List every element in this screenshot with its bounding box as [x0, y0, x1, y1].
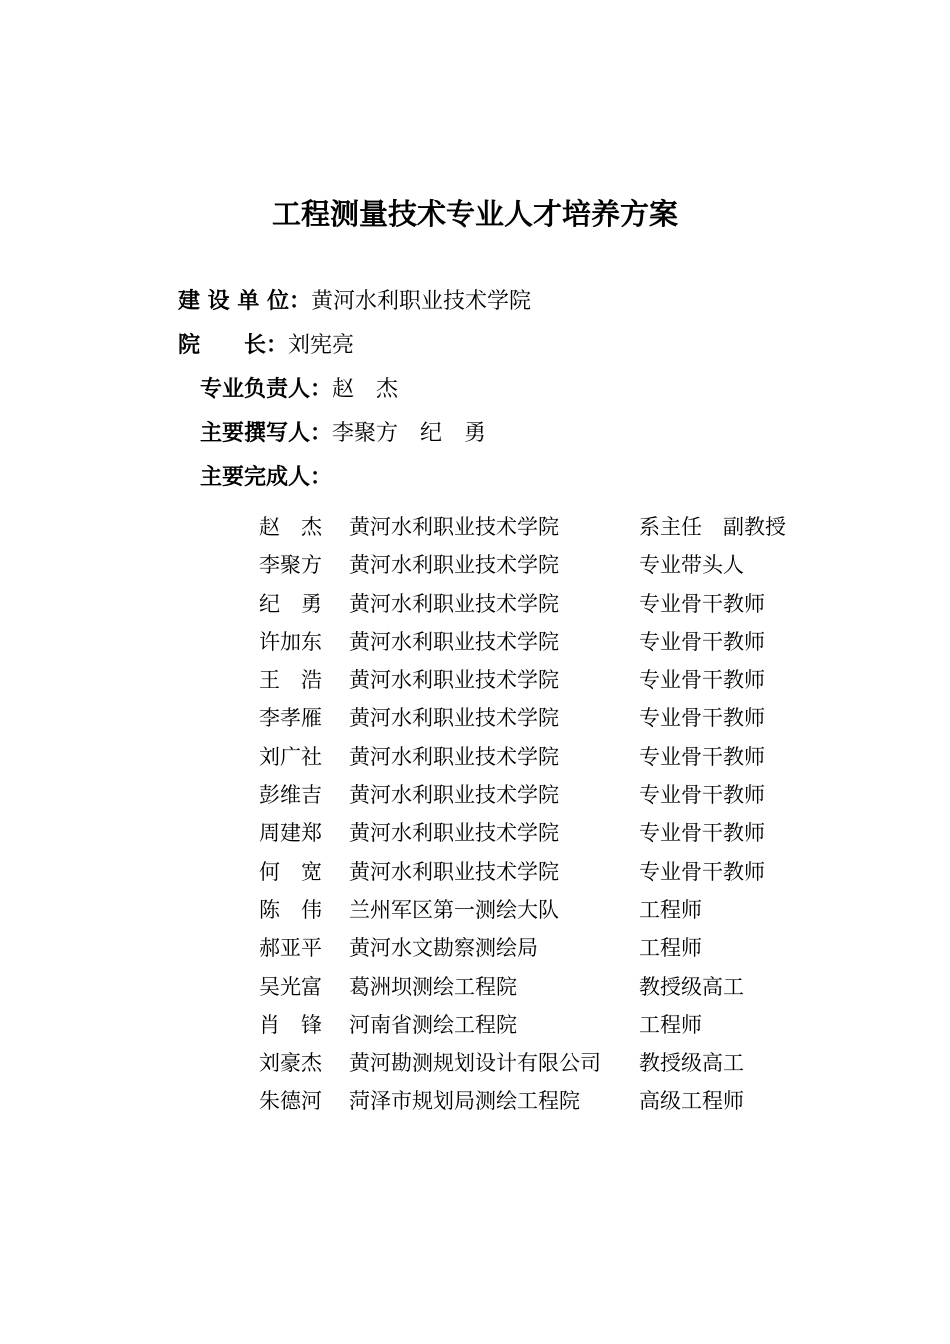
person-name: 李孝雁 — [259, 706, 322, 731]
person-organization: 葛洲坝测绘工程院 — [349, 974, 517, 999]
person-title: 工程师 — [639, 936, 702, 961]
person-name: 赵 杰 — [259, 515, 322, 539]
person-organization: 黄河水利职业技术学院 — [349, 821, 559, 846]
list-item — [259, 895, 859, 933]
list-item — [259, 818, 859, 856]
person-title: 教授级高工 — [639, 974, 744, 999]
person-name: 朱德河 — [259, 1089, 322, 1114]
person-name: 李聚方 — [259, 553, 322, 578]
writers-label: 主要撰写人： — [200, 421, 333, 446]
person-title: 专业骨干教师 — [639, 859, 765, 884]
list-item — [259, 627, 859, 665]
meta-unit — [178, 286, 531, 318]
person-title: 教授级高工 — [639, 1051, 744, 1076]
meta-lead — [200, 374, 398, 406]
list-item — [259, 512, 859, 550]
lead-value: 赵 杰 — [332, 377, 399, 402]
person-organization: 黄河水利职业技术学院 — [349, 706, 559, 731]
person-title: 专业骨干教师 — [639, 629, 765, 654]
list-item — [259, 1086, 859, 1124]
lead-label: 专业负责人： — [200, 377, 333, 402]
list-item — [259, 1010, 859, 1048]
president-label: 院 长： — [178, 333, 289, 358]
meta-president — [178, 330, 354, 362]
person-title: 工程师 — [639, 897, 702, 922]
person-name: 郝亚平 — [259, 936, 322, 961]
person-organization: 黄河水利职业技术学院 — [349, 515, 559, 539]
person-title: 专业骨干教师 — [639, 821, 765, 846]
person-name: 吴光富 — [259, 974, 322, 999]
person-organization: 黄河水利职业技术学院 — [349, 859, 559, 884]
unit-label: 建 设 单 位： — [178, 289, 311, 314]
list-item — [259, 780, 859, 818]
person-name: 王 浩 — [259, 668, 322, 693]
person-organization: 黄河水利职业技术学院 — [349, 783, 559, 808]
person-title: 专业骨干教师 — [639, 706, 765, 731]
person-organization: 黄河勘测规划设计有限公司 — [349, 1051, 601, 1076]
list-item — [259, 1048, 859, 1086]
list-item — [259, 703, 859, 741]
person-name: 陈 伟 — [259, 897, 322, 922]
person-name: 周建郑 — [259, 821, 322, 846]
person-title: 专业骨干教师 — [639, 591, 765, 616]
list-item — [259, 742, 859, 780]
writers-value: 李聚方 纪 勇 — [332, 421, 487, 446]
person-organization: 河南省测绘工程院 — [349, 1012, 517, 1037]
person-name: 肖 锋 — [259, 1012, 322, 1037]
list-item — [259, 933, 859, 971]
person-name: 刘广社 — [259, 744, 322, 769]
document-title: 工程测量技术专业人才培养方案 — [271, 197, 678, 231]
meta-writers — [200, 418, 486, 450]
person-organization: 菏泽市规划局测绘工程院 — [349, 1089, 580, 1114]
list-item — [259, 972, 859, 1010]
person-name: 刘豪杰 — [259, 1051, 322, 1076]
person-organization: 黄河水利职业技术学院 — [349, 553, 559, 578]
list-item — [259, 589, 859, 627]
person-title: 专业骨干教师 — [639, 668, 765, 693]
person-title: 高级工程师 — [639, 1089, 744, 1114]
person-name: 许加东 — [259, 629, 322, 654]
person-name: 彭维吉 — [259, 783, 322, 808]
person-organization: 黄河水文勘察测绘局 — [349, 936, 538, 961]
meta-completers — [200, 462, 332, 494]
person-organization: 黄河水利职业技术学院 — [349, 591, 559, 616]
person-name: 何 宽 — [259, 859, 322, 884]
list-item — [259, 550, 859, 588]
person-name: 纪 勇 — [259, 591, 322, 616]
person-title: 专业骨干教师 — [639, 744, 765, 769]
person-organization: 黄河水利职业技术学院 — [349, 668, 559, 693]
person-organization: 兰州军区第一测绘大队 — [349, 897, 559, 922]
person-organization: 黄河水利职业技术学院 — [349, 744, 559, 769]
unit-value: 黄河水利职业技术学院 — [310, 289, 531, 314]
person-organization: 黄河水利职业技术学院 — [349, 629, 559, 654]
list-item — [259, 665, 859, 703]
president-value: 刘宪亮 — [288, 333, 355, 358]
person-title: 工程师 — [639, 1012, 702, 1037]
person-title: 专业骨干教师 — [639, 783, 765, 808]
completers-list — [259, 512, 859, 1125]
completers-label: 主要完成人： — [200, 465, 333, 490]
person-title: 专业带头人 — [639, 553, 744, 578]
list-item — [259, 857, 859, 895]
person-title: 系主任 副教授 — [639, 515, 786, 539]
